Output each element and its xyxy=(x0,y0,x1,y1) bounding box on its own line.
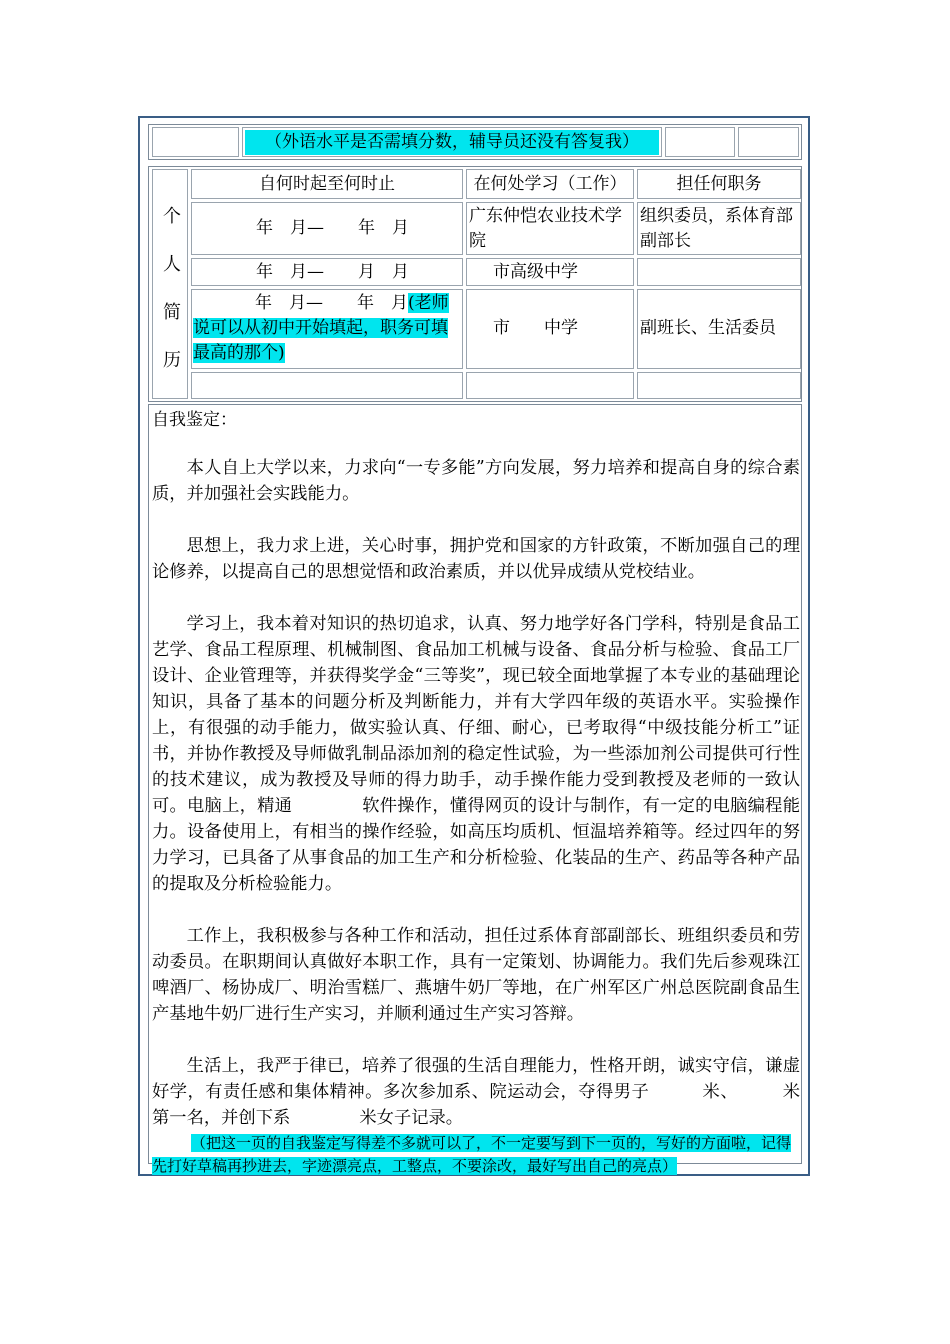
row4-position xyxy=(637,372,801,399)
resume-section xyxy=(148,166,802,402)
assessment-paragraph-4: 工作上，我积极参与各种工作和活动，担任过系体育部副部长、班组织委员和劳动委员。在职期间认真做好本职工作，具有一定策划、协调能力。我们先后参观珠江啤酒厂、杨协成厂、明治雪糕厂、燕塘牛奶厂等地，在广州军区广州总医院副食品生产基地牛奶厂进行生产实习，并顺利通过生产实习答辩。 xyxy=(152,926,800,1024)
header-row xyxy=(148,124,802,160)
resume-side-char-4: 历 xyxy=(163,350,181,371)
row2-place: 市高级中学 xyxy=(466,258,634,286)
column-header-position: 担任何职务 xyxy=(637,169,801,199)
row4-period xyxy=(191,372,463,399)
closing-note: （把这一页的自我鉴定写得差不多就可以了，不一定要写到下一页的，写好的方面啦，记得先打好草稿再抄进去，字迹漂亮点，工整点，不要涂改，最好写出自己的亮点） xyxy=(152,1134,792,1175)
row1-place: 广东仲恺农业技术学院 xyxy=(466,202,634,255)
row3-place: 市 中学 xyxy=(466,289,634,369)
header-note: （外语水平是否需填分数，辅导员还没有答复我） xyxy=(245,130,659,155)
row3-period xyxy=(191,289,463,369)
header-cell-blank-right xyxy=(738,127,799,157)
header-cell-note xyxy=(242,127,662,157)
row3-position: 副班长、生活委员 xyxy=(637,289,801,369)
row3-period-note: 年 月— 年 月(老师说可以从初中开始填起，职务可填最高的那个) xyxy=(193,293,449,363)
assessment-paragraph-3: 学习上，我本着对知识的热切追求，认真、努力地学好各门学科，特别是食品工艺学、食品工程原理、机械制图、食品加工机械与设备、食品分析与检验、食品工厂设计、企业管理等，并获得奖学金“三等奖”，现已较全面地掌握了本专业的基础理论知识，具备了基本的问题分析及判断能力，并有大学四年级的英语水平。实验操作上，有很强的动手能力，做实验认真、仔细、耐心，已考取得“中级技能分析工”证书，并协作教授及导师做乳制品添加剂的稳定性试验，为一些添加剂公司提供可行性的技术建议，成为教授及导师的得力助手，动手操作能力受到教授及老师的一致认可。电脑上，精通 软件操作，懂得网页的设计与制作，有一定的电脑编程能力。设备使用上，有相当的操作经验，如高压均质机、恒温培养箱等。经过四年的努力学习，已具备了从事食品的加工生产和分析检验、化装品的生产、药品等各种产品的提取及分析检验能力。 xyxy=(152,614,800,894)
resume-side-char-2: 人 xyxy=(163,254,181,275)
assessment-paragraph-2: 思想上，我力求上进，关心时事，拥护党和国家的方针政策，不断加强自己的理论修养，以提高自己的思想觉悟和政治素质，并以优异成绩从党校结业。 xyxy=(152,536,800,582)
resume-side-char-3: 简 xyxy=(163,302,181,323)
row1-period: 年 月— 年 月 xyxy=(191,202,463,255)
header-cell-blank-mid xyxy=(665,127,735,157)
row2-position xyxy=(637,258,801,286)
resume-side-label-cell xyxy=(152,169,188,399)
row2-period: 年 月— 月 月 xyxy=(191,258,463,286)
resume-side-char-1: 个 xyxy=(163,206,181,227)
assessment-paragraph-5: 生活上，我严于律已，培养了很强的生活自理能力，性格开朗，诚实守信，谦虚好学，有责任感和集体精神。多次参加系、院运动会，夺得男子 米、 米第一名，并创下系 米女子记录。 xyxy=(152,1056,800,1128)
column-header-place: 在何处学习（工作） xyxy=(466,169,634,199)
assessment-paragraph-1: 本人自上大学以来，力求向“一专多能”方向发展，努力培养和提高自身的综合素质，并加强社会实践能力。 xyxy=(152,458,800,504)
column-header-period: 自何时起至何时止 xyxy=(191,169,463,199)
row4-place xyxy=(466,372,634,399)
header-cell-blank-left xyxy=(152,127,239,157)
row1-position: 组织委员，系体育部副部长 xyxy=(637,202,801,255)
form-frame xyxy=(138,116,810,1176)
self-assessment-heading: 自我鉴定： xyxy=(152,410,237,430)
